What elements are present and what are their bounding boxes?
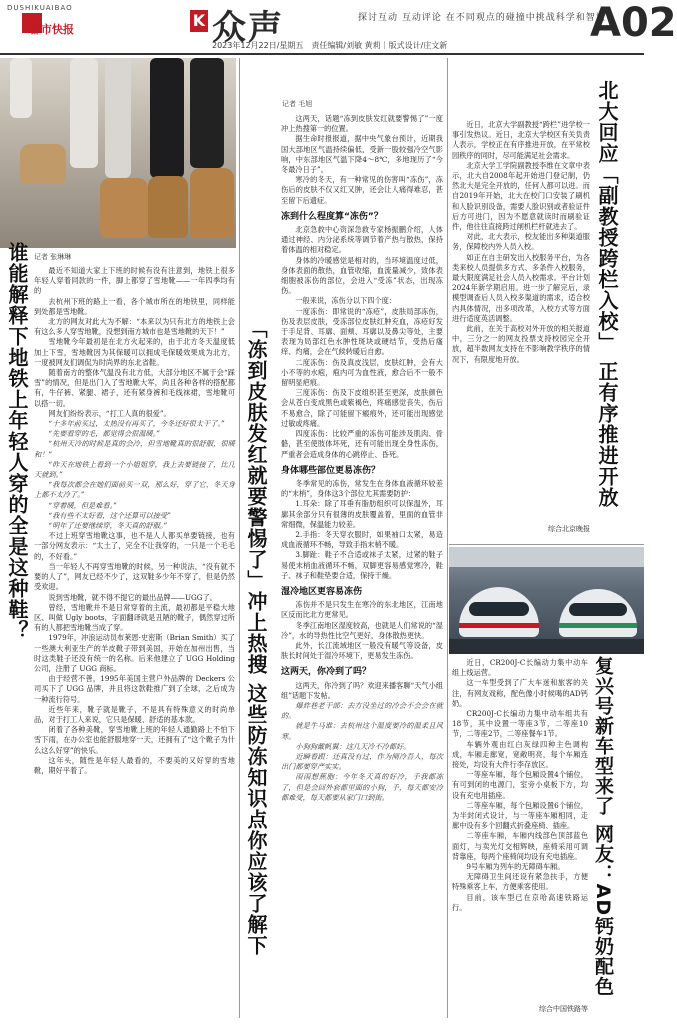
paragraph: 最近不知道大家上下班的时候有没有注意到，地铁上很多年轻人穿着同款的一件，脚上都穿了雪地靴——一年四季均有的 xyxy=(34,266,235,296)
paragraph: 由于经营不善，1995年美国主营户外品牌的 Deckers 公司买下了 UGG 品牌，并且将这款鞋推广到了全球，之后成为一种流行符号。 xyxy=(34,674,235,704)
paragraph: 近日，北京大学副教授“跨栏”进学校一事引发热议。近日，北京大学校区有关负责人表示，学校正在有序推进开放，在平常校园秩序的同时，尽可能满足社会需求。 xyxy=(452,120,590,160)
pku-article-body xyxy=(452,120,590,520)
netizen-quote: “十多年前买过，太热没有再买了，今冬还好很太干了。” xyxy=(48,419,225,429)
paragraph: 一等座车厢，每个包厢设置4个铺位，有可到闭的电源门，室旁小桌板下方，均设有充电用插座。 xyxy=(452,770,588,800)
paragraph: 二度冻伤：伤及真皮浅层，皮肤红肿，会有大小不等的水疱，疱内可为血性液，愈合后不一般不留明显疤痕。 xyxy=(281,357,443,388)
subway-boots-photo xyxy=(0,58,236,248)
paragraph: 1979年，冲浪运动员布莱恩·史密斯（Brian Smith）买了一些澳大利亚生产的羊皮靴子带到美国，开始在加州出售，当时这类鞋子还没有统一的名称。后来他建立了 UGG Holding 公司，注册了 UGG 商标。 xyxy=(34,633,235,673)
subway-headline: 谁能解释下地铁上年轻人穿的全是这种鞋？ xyxy=(5,242,29,641)
paragraph: 近日，CR200J-C长编动力集中动车组上线运营。 xyxy=(452,658,588,678)
paragraph: 无障碍卫生间还设有紧急扶手，方便特殊乘客上车，方便乘客使用。 xyxy=(452,872,588,892)
column-divider xyxy=(447,58,448,1018)
paragraph: 雪地靴今年最初是在北方火起来的，由于北方冬天温度低加上下雪，雪地靴因为其保暖可以拥成毛保暖效果成为北方，一度被网友们调侃为时尚界的东北省鞋。 xyxy=(34,337,235,367)
paragraph: 去杭州下班的路上一看，各个城市所在的地铁里，同样能到处都是雪地靴。 xyxy=(34,296,235,316)
paragraph: 目前，该车型已在京哈高速铁路运行。 xyxy=(452,892,588,912)
column-divider xyxy=(239,58,240,1018)
paragraph: 如正在自主研发出入校服务平台，为各类来校人员提供多方式、多条件入校服务，最大限度满足社会人员入校需求。平台计划2024年新学期启用。进一步了解完后，录模型调查后人员入校多渠道的需求，适合校内具体情况，出多项改革，入校方式等方面进行适度英活调整。 xyxy=(452,252,590,323)
frost-headline: 「冻到皮肤发红就要警惕了」冲上热搜 这些防冻知识点你应该了解下 xyxy=(244,318,268,956)
frost-subhead: 这两天，你冷到了吗？ xyxy=(281,667,372,678)
paragraph: 三度冻伤：伤及下皮组织甚至更深，皮肤颜色会从苍白变成黑色或紫褐色，疼痛感觉丧失，伤后不易愈合，除了可能留下瘢痕外，还可能出现感觉过敏或疼痛。 xyxy=(281,388,443,428)
paragraph: 二等座车厢，车厢内线部色顶部蓝色面灯，与卖光灯交相辉映，座椅采用可调背靠座，每两个座椅间均设有充电插座。 xyxy=(452,831,588,861)
brand-top-text: DUSHIKUAIBAO xyxy=(7,4,73,12)
paragraph: 此前，在关于高校对外开放的相关报道中，三分之一的网友投票支持校园完全开放，超半数网友支持在不影响教学秩序的情况下，有限度地开放。 xyxy=(452,324,590,364)
netizen-quote: “我每次都会在她们面前买一双，那么好，穿了它，冬天身上都不太冷了。” xyxy=(34,480,235,500)
frost-subhead: 湿冷地区更容易冻伤 xyxy=(281,586,363,597)
paragraph: 说到雪地靴，就不得不提它的最出品牌——UGG了。 xyxy=(48,592,217,602)
paragraph: 不过上班穿雪地靴这事，也不是人人都买单要链接，也有一部分网友表示：“太土了，完全不让我穿的，一只是一个毛毛的，不好看。” xyxy=(34,531,235,561)
paragraph: 近些年来，靴子就是靴子，不是具有特殊意义的时尚单品，对于打工人来说，它只是保暖、舒适的基本款。 xyxy=(34,704,235,724)
netizen-quote: 爆炸巷老干部：去方没坐过的冷会不会会在就的。 xyxy=(281,700,443,721)
paragraph: 这两天，话题“冻到皮肤发红就要警惕了”一度冲上热搜第一的位置。 xyxy=(281,114,443,134)
pku-source: 综合北京晚报 xyxy=(548,525,590,533)
paragraph: 1.耳朵：除了耳垂有脂肪组织可以保温外，耳廓其余部分只有很薄的皮肤覆盖着，里面的血管非常细微，保温能力较差。 xyxy=(281,499,443,529)
paragraph: 寒冷的冬天，有一种常见的伤害叫“冻伤”，冻伤后的皮肤不仅又红又肿，还会让人痛得难忍，甚至留下后遗症。 xyxy=(281,175,443,205)
paragraph: 闭着了各种美靴，穿雪地靴上班的年轻人通勤路上不怕下雪下雨，在办公室也能舒服地穿一天，还拥有了“这个靴子为什么这么好穿”的快乐。 xyxy=(34,725,235,755)
frost-article-body xyxy=(281,114,443,1014)
train-photo xyxy=(449,547,644,654)
subway-article-body xyxy=(34,266,235,1016)
masthead xyxy=(0,0,677,52)
k-logo-icon: K xyxy=(190,10,208,32)
paragraph: 随着南方的整体气温没有北方低，大部分地区不属于会“踩雪”的情况，但是出门入了雪地靴大军，尚且各种各样的搭配都有，牛仔裤、紧腿、裙子，还有紧身裤和毛线袜裙，雪地靴可以搭一切。 xyxy=(34,368,235,408)
netizen-quote: “昨天在地铁上看到一个小姐姐穿，我上去要链接了，比几天就到。” xyxy=(34,459,235,480)
paragraph: 车辆外观由红白灰绿四种主色调构成，车厢走廊宽，宽敞明亮，每个车厢连接处，均设有大件行李存放区。 xyxy=(452,739,588,770)
netizen-quote: 小狗狗戴帆翼：这几天冷不冷都好。 xyxy=(295,741,411,751)
netizen-quote: 近瞬看跟：还真没有过，作为闸冷吾人，每次出门都要穿严实实。 xyxy=(281,751,443,772)
paragraph: 这两天，你冷到了吗？欢迎来播客聊“天气小组组”话题下发帖。 xyxy=(281,680,443,700)
paragraph: 二等座车厢，每个包厢设置6个铺位，为半封闭式设计，与一等座车厢相同，走廊中设有多个回翻式折叠座椅、插座。 xyxy=(452,800,588,831)
frost-subhead: 身体哪些部位更易冻伤？ xyxy=(281,465,381,476)
subway-byline: 记者 张琳琳 xyxy=(34,253,72,261)
story-divider xyxy=(449,544,644,545)
paragraph: 一度冻伤：即常说的“冻疮”，皮肤局部冻伤，伤及表层皮肤，受冻部位皮肤红肿充血，冻疮好发于手足背、耳廓、面颊、耳廓以及鼻尖等处，主要表现为局部红色水肿性斑块或硬结节，受热后瘙痒、灼痛，会在气候转暖后自愈。 xyxy=(281,306,443,357)
section-slogan: 探讨互动 互动评论 在不同观点的碰撞中挑战科学和智识 xyxy=(358,13,606,23)
paragraph: 冬季江南地区湿度较高，也就是人们常说的“湿冷”，水的导热性比空气更好，身体散热更快。 xyxy=(281,620,443,640)
netizen-quote: “穿着暖，但是难看。” xyxy=(48,500,117,510)
netizen-quote: “先要看穿的毛，都觉得会很温暖。” xyxy=(48,429,160,439)
paragraph: 据生命时报报道，据中央气象台预计，近期我国大部地区气温持续偏低，受新一股较强冷空气影响，中东部地区气温下降4～8℃，多地现历了“今冬最冷日子”。 xyxy=(281,134,443,175)
train-article-body xyxy=(452,658,588,1000)
brand-name: 都市快报 xyxy=(30,23,74,36)
train-source: 综合中国铁路等 xyxy=(539,1005,588,1013)
paragraph: 北京大学工学院副教授李维在文章中表示，北大自2008年起开始进门登记制，仍然北大是完全开放的，任何人都可以进。而自2019年开始，北大在校门口安装了刷机和人脸识别设备，需要人脸识别或者验证件后方可进门，因为不愿意就读时而刷验证件，他往往直接跨过闸机栏杆就进去了。 xyxy=(452,160,590,232)
paragraph: 冻伤并不是只发生在寒冷的东北地区，江南地区反而比北方更常见。 xyxy=(281,600,443,620)
paragraph: 身体的冷暖感觉是相对的，当环境温度过低，身体表面的散热，血管收缩，血流量减少，致体表细胞被冻伤的部位，会进入“受冻”状态，出现冻伤。 xyxy=(281,255,443,296)
paragraph: 3.脚趾：鞋子不合适或袜子太紧，过紧的鞋子易使末梢血液循环不畅，双脚更容易感觉寒冷，鞋子、袜子和鞋垫要合适，保持干燥。 xyxy=(281,550,443,580)
page-number: A02 xyxy=(590,0,677,46)
paragraph: 此外，长江流域地区一般没有暖气等设备，皮肤长时间处于湿冷环境下，更易发生冻伤。 xyxy=(281,640,443,661)
pku-headline: 北大回应「副教授跨栏入校」 正有序推进开放 xyxy=(595,80,619,508)
netizen-quote: 就是牛马谁：去杭州这个温度要冷的温柔且风寒。 xyxy=(281,721,443,741)
paragraph: 曾经，雪地靴并不是日常穿着的主流，最初都是平稳大地区、叫做 Ugly boots，字面翻译就是丑陋的靴子，偶然穿过所有的人都把雪地靴当成了穿。 xyxy=(34,602,235,633)
dateline: 2023年12月22日/星期五 责任编辑/刘敏 黄莉｜版式设计/庄文新 xyxy=(212,41,448,50)
paragraph: CR200J-C长编动力集中动车组共有18节，其中设置一等座3节，二等座10节，二等座2节，二等座餐车1节。 xyxy=(452,709,588,739)
paragraph: 这一车型受到了广大车迷和旅客的关注，有网友戏称，配色像小时候喝的AD钙奶。 xyxy=(452,678,588,708)
paragraph: 9号车厢为列车的无障碍车厢。 xyxy=(466,862,565,872)
paragraph: 四度冻伤：比较严重的冻伤可能涉及肌肉、骨骼，甚至使肢体坏死，还有可能出现全身性冻伤，严重者会造成身体的心跳停止、昏死。 xyxy=(281,429,443,459)
frost-subhead: 冻到什么程度算“冻伤”？ xyxy=(281,211,383,222)
paragraph: 2.手指：冬天穿衣服时，如果袖口太紧，易造成血液循环不畅，导致手指末梢不暖。 xyxy=(281,529,443,550)
paragraph: 这年头，随性是年轻人最看的，不要美的又好穿的雪地靴，期好平着了。 xyxy=(34,755,235,775)
paragraph: 网友们纷纷表示，“打工人真的很爱”。 xyxy=(48,408,171,418)
netizen-quote: “明年了还要继续穿，冬天真的舒服。” xyxy=(48,521,168,531)
netizen-quote: “杭州天冷的时候是真的会冷，但雪地靴真的很舒服，很暖和！” xyxy=(34,439,235,459)
train-headline: 复兴号新车型来了 网友：AD钙奶配色 xyxy=(592,656,614,997)
section-title: 众声 xyxy=(212,8,284,48)
masthead-rule xyxy=(0,53,644,55)
frost-byline: 记者 毛旭 xyxy=(282,100,313,108)
paragraph: 当一年轻人不再穿雪地靴的时候，另一种说法，“没有就不要的人了”，网友已经不少了，这双鞋多少年不穿了，但是仍然受欢迎。 xyxy=(34,561,235,592)
paragraph: 冬季常见的冻伤，常发生在身体血液循环较差的“末梢”，身体这3个部位尤其需要防护： xyxy=(281,478,443,499)
paragraph: 对此，北大表示，校友能出多种渠道服务，保障校内外人员入校。 xyxy=(452,232,590,252)
paragraph: 一般来说，冻伤分以下四个度： xyxy=(295,296,397,306)
paragraph: 北方的网友对此大为不解：“本来以为只有北方的地铁上会有这么多人穿雪地靴，没想到南方城市也是雪地靴的天下！” xyxy=(34,317,235,337)
netizen-quote: 雨雨想蕉胞：今年冬天真的好冷，手我都冻了，但是会回外套都里面的小狗，手，每天都安冷都难受，每天都要从家门口到街。 xyxy=(281,772,443,802)
paragraph: 北京急救中心资深急救专家杨振鹏介绍，人体通过神经、内分泌系统等调节着产热与散热，保持着体温的相对稳定。 xyxy=(281,225,443,255)
netizen-quote: “我有些不太好看，这个还算可以接受” xyxy=(48,510,171,520)
